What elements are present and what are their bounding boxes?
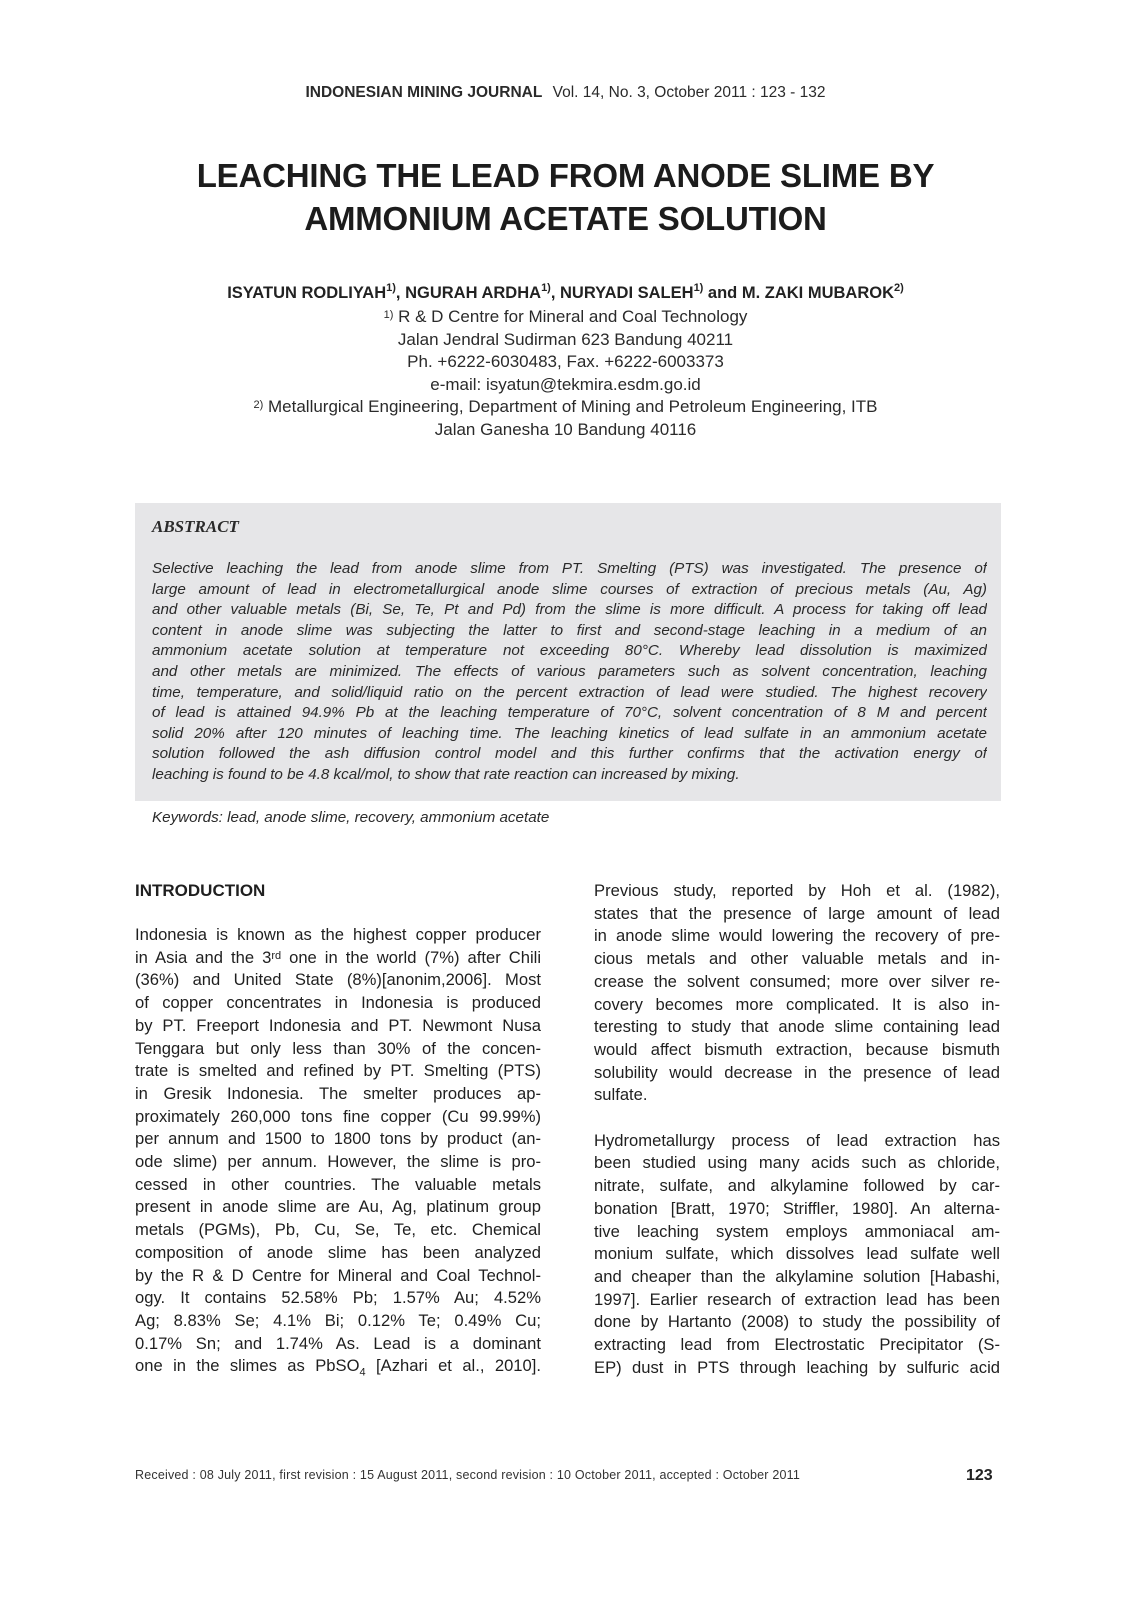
body-text: one in the slimes as PbSO xyxy=(135,1356,360,1376)
body-line: cessed in other countries. The valuable metals xyxy=(135,1174,541,1194)
abstract-line: solution followed the ash diffusion control model and this further confirms that the activation energy of xyxy=(152,745,987,763)
title-line-2: AMMONIUM ACETATE SOLUTION xyxy=(304,200,827,237)
abstract-line: solid 20% after 120 minutes of leaching time. The leaching kinetics of lead sulfate in an ammonium acetate xyxy=(152,724,987,742)
author-2: , NGURAH ARDHA xyxy=(395,284,542,302)
abstract-line: ammonium acetate solution at temperature not exceeding 80°C. Whereby lead dissolution is maximized xyxy=(152,642,987,660)
received-dates: Received : 08 July 2011, first revision : 15 August 2011, second revision : 10 October 2011, accepted : October 2011 xyxy=(135,1468,801,1482)
author-list xyxy=(0,284,1131,303)
body-line: by the R & D Centre for Mineral and Coal Technol- xyxy=(135,1265,541,1285)
author-3: , NURYADI SALEH xyxy=(550,284,694,302)
body-line: trate is smelted and refined by PT. Smelting (PTS) xyxy=(135,1061,541,1081)
body-line: in Gresik Indonesia. The smelter produces ap- xyxy=(135,1083,541,1103)
affiliation-1-phone: Ph. +6222-6030483, Fax. +6222-6003373 xyxy=(407,352,724,371)
affiliation-1-line-1 xyxy=(0,306,1131,329)
abstract-text xyxy=(152,559,987,786)
left-column xyxy=(135,880,541,1384)
body-line: 1997]. Earlier research of extraction lead has been xyxy=(594,1289,1000,1309)
body-line: extracting lead from Electrostatic Precipitator (S- xyxy=(594,1335,1000,1355)
journal-name: INDONESIAN MINING JOURNAL xyxy=(305,84,543,101)
abstract-box xyxy=(135,503,1001,801)
body-line: (36%) and United State (8%)[anonim,2006]. Most xyxy=(135,970,541,990)
affiliation-1-marker: 1) xyxy=(383,309,394,321)
body-line: 0.17% Sn; and 1.74% As. Lead is a dominant xyxy=(135,1333,541,1353)
body-line: Tenggara but only less than 30% of the concen- xyxy=(135,1038,541,1058)
author-3-affil: 1) xyxy=(693,282,704,294)
affiliations xyxy=(0,306,1131,441)
paragraph-gap xyxy=(594,1107,1000,1130)
body-line: nitrate, sulfate, and alkylamine followed by car- xyxy=(594,1176,1000,1196)
author-4-affil: 2) xyxy=(894,282,904,294)
author-1: ISYATUN RODLIYAH xyxy=(227,284,387,302)
body-line: composition of anode slime has been analyzed xyxy=(135,1242,541,1262)
body-line: cious metals and other valuable metals and in- xyxy=(594,949,1000,969)
author-2-affil: 1) xyxy=(541,282,551,294)
body-line: by PT. Freeport Indonesia and PT. Newmont Nusa xyxy=(135,1015,541,1035)
body-line: present in anode slime are Au, Ag, platinum group xyxy=(135,1197,541,1217)
title-line-1: LEACHING THE LEAD FROM ANODE SLIME BY xyxy=(196,157,935,194)
affiliation-2-name: Metallurgical Engineering, Department of Mining and Petroleum Engineering, ITB xyxy=(263,397,878,416)
page-number: 123 xyxy=(966,1467,993,1484)
keywords: Keywords: lead, anode slime, recovery, ammonium acetate xyxy=(152,809,550,826)
body-line xyxy=(135,947,541,970)
body-text: one in the world (7%) after Chili xyxy=(281,947,541,967)
introduction-heading: INTRODUCTION xyxy=(135,881,266,900)
body-line: covery becomes more complicated. It is also in- xyxy=(594,994,1000,1014)
chemical-subscript: 4 xyxy=(359,1366,366,1379)
body-line: ogy. It contains 52.58% Pb; 1.57% Au; 4.52% xyxy=(135,1288,541,1308)
abstract-line: and other metals are minimized. The effects of various parameters such as solvent concentration, leaching xyxy=(152,662,987,680)
abstract-line: content in anode slime was subjecting the latter to first and second-stage leaching in a medium of an xyxy=(152,621,987,639)
abstract-line: of lead is attained 94.9% Pb at the leaching temperature of 70°C, solvent concentration of 8 M and percent xyxy=(152,704,987,722)
abstract-line: time, temperature, and solid/liquid ratio on the percent extraction of lead were studied. The highest recovery xyxy=(152,683,987,701)
body-line: crease the solvent consumed; more over silver re- xyxy=(594,971,1000,991)
affiliation-1-name: R & D Centre for Mineral and Coal Technology xyxy=(393,307,748,326)
body-line: monium sulfate, which dissolves lead sulfate well xyxy=(594,1244,1000,1264)
body-line: per annum and 1500 to 1800 tons by product (an- xyxy=(135,1129,541,1149)
body-line: of copper concentrates in Indonesia is produced xyxy=(135,993,541,1013)
right-column xyxy=(594,880,1000,1379)
abstract-line: and other valuable metals (Bi, Se, Te, Pt and Pd) from the slime is more difficult. A process for taking off lead xyxy=(152,601,987,619)
ordinal-suffix: rd xyxy=(271,949,282,962)
paper-title xyxy=(120,154,1011,240)
abstract-heading: ABSTRACT xyxy=(152,517,239,536)
body-line: metals (PGMs), Pb, Cu, Se, Te, etc. Chemical xyxy=(135,1220,541,1240)
body-line: states that the presence of large amount of lead xyxy=(594,903,1000,923)
body-line: in anode slime would lowering the recovery of pre- xyxy=(594,926,1000,946)
affiliation-1-email: e-mail: isyatun@tekmira.esdm.go.id xyxy=(430,374,701,394)
affiliation-1-address: Jalan Jendral Sudirman 623 Bandung 40211 xyxy=(397,329,734,349)
abstract-line: leaching is found to be 4.8 kcal/mol, to show that rate reaction can increased by mixing. xyxy=(152,765,740,783)
body-line: Hydrometallurgy process of lead extraction has xyxy=(594,1130,1000,1150)
body-text: in Asia and the 3 xyxy=(135,947,272,967)
journal-issue: Vol. 14, No. 3, October 2011 : 123 - 132 xyxy=(552,84,826,101)
body-line: teresting to study that anode slime containing lead xyxy=(594,1017,1000,1037)
author-1-affil: 1) xyxy=(386,282,396,294)
body-line: tive leaching system employs ammoniacal am- xyxy=(594,1221,1000,1241)
body-line xyxy=(135,1355,541,1384)
body-line: Indonesia is known as the highest copper producer xyxy=(135,925,541,944)
affiliation-2-marker: 2) xyxy=(253,399,264,411)
affiliation-2-line-1 xyxy=(0,396,1131,419)
author-4: and M. ZAKI MUBAROK xyxy=(703,284,894,302)
body-line: Ag; 8.83% Se; 4.1% Bi; 0.12% Te; 0.49% Cu; xyxy=(135,1310,541,1330)
body-line: done by Hartanto (2008) to study the possibility of xyxy=(594,1312,1000,1332)
abstract-line: large amount of lead in electrometallurgical anode slime courses of extraction of precious metals (Au, Ag) xyxy=(152,580,987,598)
body-line: ode slime) per annum. However, the slime is pro- xyxy=(135,1152,541,1172)
body-line: would affect bismuth extraction, because bismuth xyxy=(594,1039,1000,1059)
running-head xyxy=(0,84,1131,102)
body-text: [Azhari et al., 2010]. xyxy=(365,1356,541,1376)
body-line: sulfate. xyxy=(594,1085,648,1105)
abstract-line: Selective leaching the lead from anode slime from PT. Smelting (PTS) was investigated. The presence of xyxy=(152,560,987,577)
body-line: Previous study, reported by Hoh et al. (1982), xyxy=(594,881,1000,900)
body-line: bonation [Bratt, 1970; Striffler, 1980]. An alterna- xyxy=(594,1198,1000,1218)
body-line: EP) dust in PTS through leaching by sulfuric acid xyxy=(594,1357,1000,1377)
body-line: and cheaper than the alkylamine solution [Habashi, xyxy=(594,1266,1000,1286)
body-line: been studied using many acids such as chloride, xyxy=(594,1153,1000,1173)
body-line: proximately 260,000 tons fine copper (Cu 99.99%) xyxy=(135,1106,541,1126)
body-line: solubility would decrease in the presence of lead xyxy=(594,1062,1000,1082)
affiliation-2-address: Jalan Ganesha 10 Bandung 40116 xyxy=(434,419,697,439)
